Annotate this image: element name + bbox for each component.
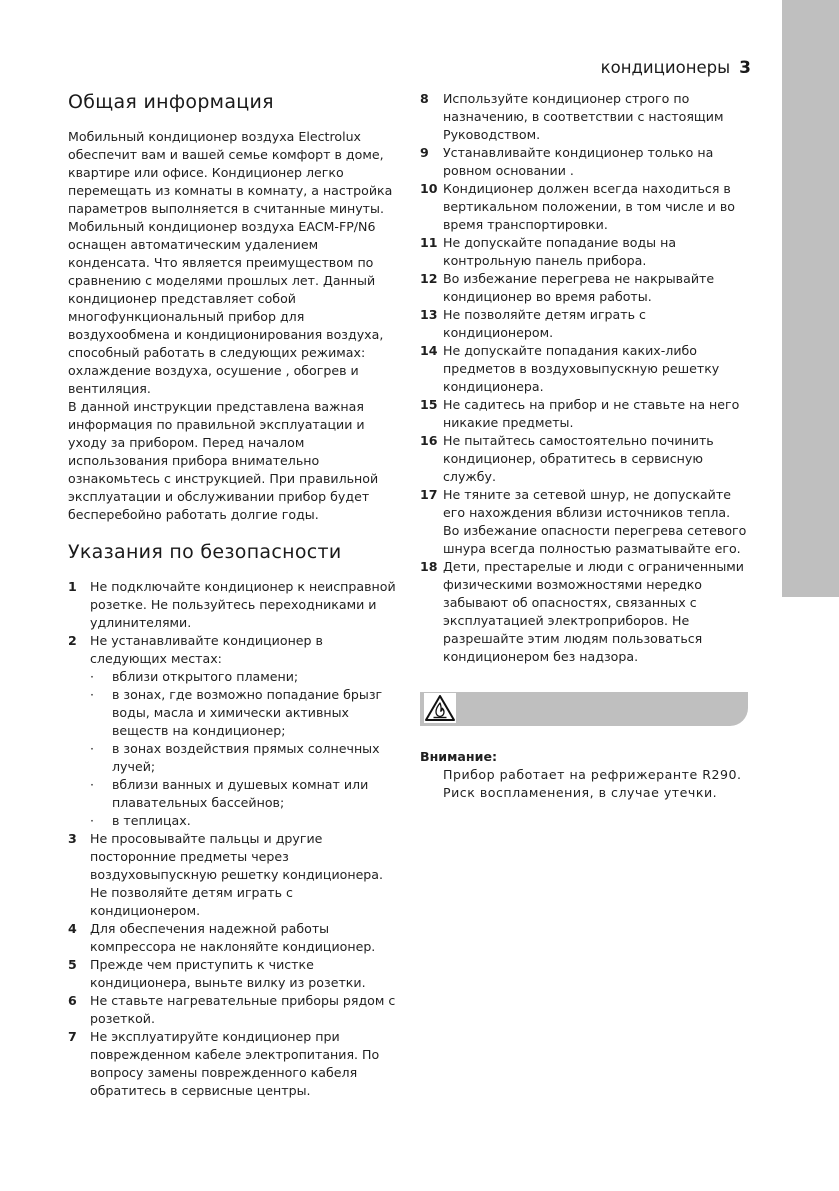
item-number: 9 (420, 145, 429, 160)
safety-item (420, 180, 750, 234)
item-text: Не пытайтесь самостоятельно починить кондиционер, обратитесь в сервисную службу. (443, 433, 714, 484)
safety-section (68, 540, 400, 1100)
item-number: 15 (420, 397, 438, 412)
safety-list-continued (420, 90, 750, 666)
safety-item (420, 558, 750, 666)
safety-title: Указания по безопасности (68, 541, 342, 563)
running-header (601, 58, 751, 78)
safety-item (68, 992, 400, 1028)
safety-item (68, 956, 400, 992)
item-text: Не садитесь на прибор и не ставьте на него никакие предметы. (443, 397, 740, 430)
item-number: 2 (68, 633, 77, 648)
item-text: Не ставьте нагревательные приборы рядом с розеткой. (90, 993, 396, 1026)
place-item: · вблизи открытого пламени; (90, 668, 400, 686)
item-text: Во избежание перегрева не накрывайте кондиционер во время работы. (443, 271, 715, 304)
item-number: 14 (420, 343, 438, 358)
general-info-section (68, 90, 400, 524)
item-number: 10 (420, 181, 438, 196)
intro-paragraph: В данной инструкции представлена важная информация по правильной эксплуатации и уходу за прибором. Перед началом использования прибора внимательно ознакомьтесь с инструкцией. При правильной эксплуатации и обслуживании прибор будет бесперебойно работать долгие годы. (68, 399, 379, 522)
safety-item (420, 306, 750, 342)
safety-list (68, 578, 400, 1100)
forbidden-places-list (90, 668, 400, 830)
place-item: · вблизи ванных и душевых комнат или плавательных бассейнов; (90, 776, 400, 812)
chapter-side-tab (782, 0, 839, 597)
safety-item (420, 270, 750, 306)
safety-item (68, 920, 400, 956)
safety-item (420, 144, 750, 180)
item-number: 8 (420, 91, 429, 106)
item-text: Используйте кондиционер строго по назначению, в соответствии с настоящим Руководством. (443, 91, 724, 142)
warning-heading: Внимание: (420, 749, 498, 764)
item-text: Не допускайте попадание воды на контрольную панель прибора. (443, 235, 677, 268)
header-title: кондиционеры (600, 58, 731, 77)
right-column (420, 90, 750, 802)
safety-item (420, 90, 750, 144)
safety-item (68, 1028, 400, 1100)
general-info-body (68, 128, 400, 524)
item-text: Не допускайте попадания каких-либо предметов в воздуховыпускную решетку кондиционера. (443, 343, 720, 394)
item-text: Не просовывайте пальцы и другие посторонние предметы через воздуховыпускную решетку кондиционера. Не позволяйте детям играть с кондиционером. (90, 831, 384, 918)
safety-item (420, 396, 750, 432)
item-number: 16 (420, 433, 438, 448)
warning-text: Прибор работает на рефрижеранте R290. Риск воспламенения, в случае утечки. (443, 767, 742, 800)
warning-banner (420, 692, 748, 726)
item-text: Не подключайте кондиционер к неисправной розетке. Не пользуйтесь переходниками и удлинителями. (90, 579, 396, 630)
place-item: · в теплицах. (90, 812, 400, 830)
item-number: 18 (420, 559, 438, 574)
item-text: Кондиционер должен всегда находиться в вертикальном положении, в том числе и во время транспортировки. (443, 181, 735, 232)
intro-paragraph: Мобильный кондиционер воздуха EACM-FP/N6 оснащен автоматическим удалением конденсата. Что является преимуществом по сравнению с моделями прошлых лет. Данный кондиционер представляет собой многофункциональный прибор для воздухообмена и кондиционирования воздуха, способный работать в следующих режимах: охлаждение воздуха, осушение , обогрев и вентиляция. (68, 219, 384, 396)
item-text: Для обеспечения надежной работы компрессора не наклоняйте кондиционер. (90, 921, 376, 954)
page-number: 3 (739, 58, 751, 78)
item-text: Устанавливайте кондиционер только на ровном основании . (443, 145, 714, 178)
safety-item (68, 578, 400, 632)
place-item: · в зонах, где возможно попадание брызг воды, масла и химически активных веществ на кондиционер; (90, 686, 400, 740)
item-text: Прежде чем приступить к чистке кондиционера, выньте вилку из розетки. (90, 957, 366, 990)
place-item: · в зонах воздействия прямых солнечных лучей; (90, 740, 400, 776)
item-text: Не эксплуатируйте кондиционер при поврежденном кабеле электропитания. По вопросу замены поврежденного кабеля обратитесь в сервисные центры. (90, 1029, 380, 1098)
item-text: Не тяните за сетевой шнур, не допускайте его нахождения вблизи источников тепла. Во избежание опасности перегрева сетевого шнура всегда полностью разматывайте его. (443, 487, 747, 556)
item-text: Дети, престарелые и люди с ограниченными физическими возможностями нередко забывают об опасностях, связанных с эксплуатацией электроприборов. Не разрешайте этим людям пользоваться кондиционером без надзора. (443, 559, 744, 664)
safety-item (420, 342, 750, 396)
general-info-title: Общая информация (68, 91, 274, 113)
item-number: 4 (68, 921, 77, 936)
left-column (68, 90, 400, 1100)
safety-item (420, 486, 750, 558)
item-number: 1 (68, 579, 77, 594)
safety-item (68, 632, 400, 830)
item-number: 12 (420, 271, 438, 286)
flammable-warning-icon (424, 693, 456, 723)
item-number: 3 (68, 831, 77, 846)
item-number: 17 (420, 487, 438, 502)
safety-item (420, 432, 750, 486)
item-number: 6 (68, 993, 77, 1008)
item-number: 7 (68, 1029, 77, 1044)
safety-item (420, 234, 750, 270)
item-number: 13 (420, 307, 438, 322)
intro-paragraph: Мобильный кондиционер воздуха Electrolux обеспечит вам и вашей семье комфорт в доме, квартире или офисе. Кондиционер легко перемещать из комнаты в комнату, а настройка параметров выполняется в считанные минуты. (68, 129, 393, 216)
item-text: Не позволяйте детям играть с кондиционером. (443, 307, 646, 340)
safety-item (68, 830, 400, 920)
item-text: Не устанавливайте кондиционер в следующих местах: (90, 633, 323, 666)
item-number: 11 (420, 235, 438, 250)
item-number: 5 (68, 957, 77, 972)
